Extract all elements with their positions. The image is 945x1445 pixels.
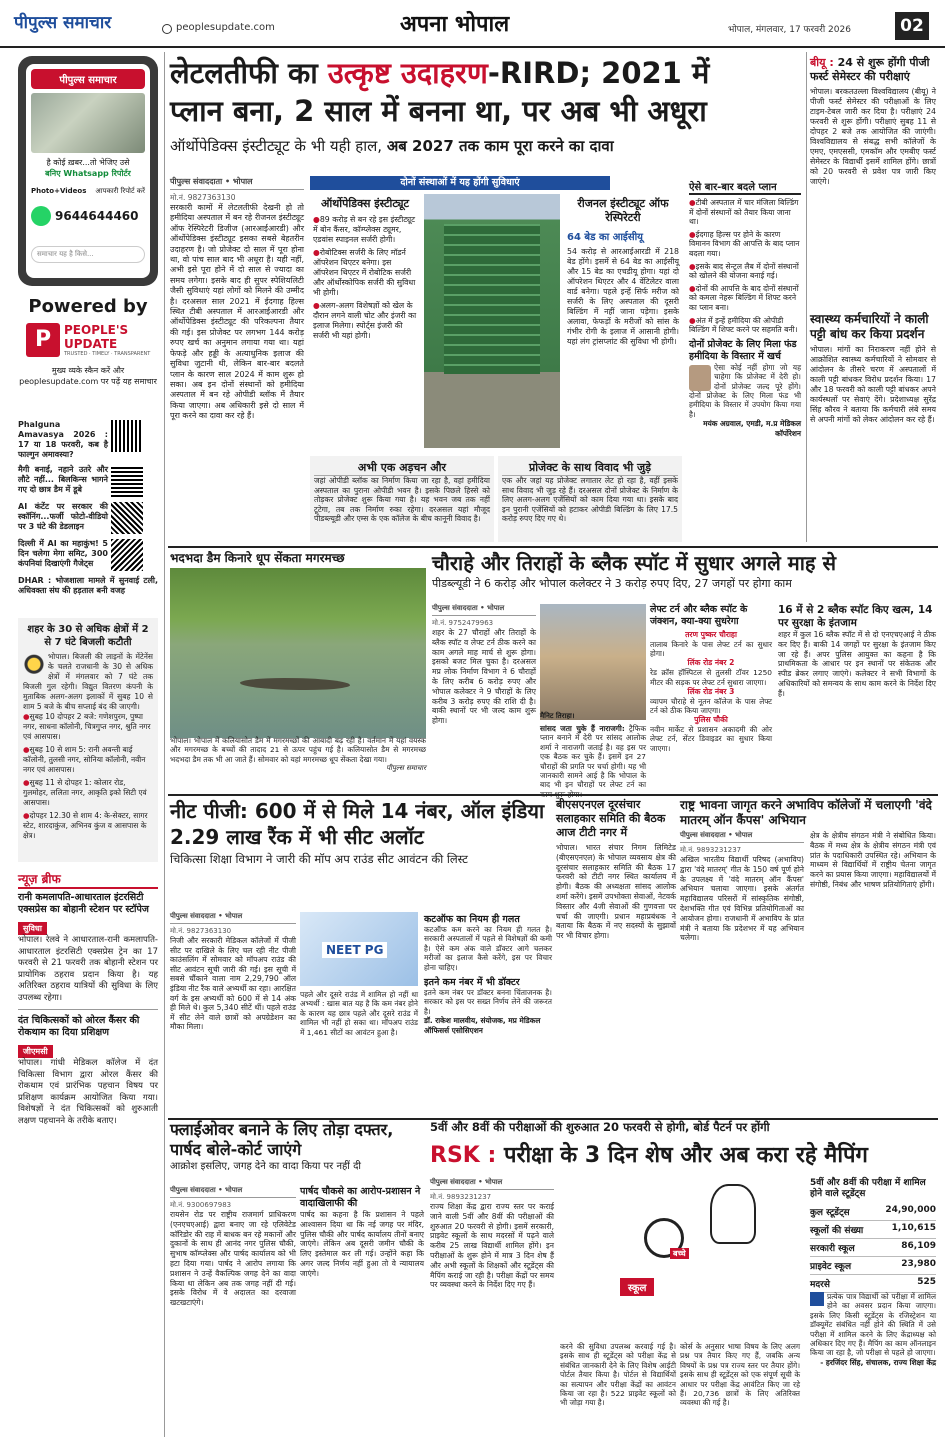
table-row: मदरसे 525 <box>810 1275 936 1293</box>
change-title: ऐसे बार-बार बदले प्लान <box>689 179 801 195</box>
brief-tag: सुविधा <box>18 922 47 935</box>
ortho-item: ● 89 करोड़ से बन रहे इस इंस्टीट्यूट में बोन कैंसर, कॉम्प्लेक्स ट्यूमर, एडवांस स्पाइनल सर्जरी होगी। <box>313 215 417 245</box>
flyover-body: रायसेन रोड पर राष्ट्रीय राजमार्ग प्राधिकरण (एनएचएआई) द्वारा बनाए जा रहे एलिवेटेड कॉरिडोर की राह में बाधक बन रहे मकानों और दुकानों के साथ ही आनंद नगर पुलिस चौकी, सुभाष कॉम्प्लेक्स और पार्षद कार्यालय को भी हटा दिया गया। पार्षद ने आरोप लगाया कि प्रशासन ने उन्हें वैकल्पिक जगह देने का वादा किया था लेकिन अब तक जगह नहीं दी गई। इसके विरोध में वे अदालत का दरवाजा खटखटाएंगे। <box>170 1210 296 1308</box>
mp-body: ट्रैफिक प्लान बनाने में देरी पर सांसद आलोक शर्मा ने नाराजगी जताई है। वह इस पर एक बैठक कर चुके हैं। इसमें इन 27 चौराहों की प्रगति पर चर्चा होगी। यह भी जानकारी सामने आई है कि भोपाल के बाद भी इन चौराहों पर लेफ्ट टर्न का <box>540 724 646 790</box>
brief-headline: रानी कमलापति-आधारताल इंटरसिटी एक्सप्रेस का बोहानी स्टेशन पर स्टॉपेज <box>18 892 149 915</box>
lead-headline-part2: -RIRD; 2021 में <box>487 56 710 90</box>
power-cut-body: भोपाल। बिजली की लाइनों के मेंटेनेंस के चलते राजधानी के 30 से अधिक क्षेत्रों में मंगलवार को 7 घंटे तक बिजली गुल रहेगी। विद्युत वितरण कंपनी के मुताबिक अलग-अलग इलाकों में सुबह 10 से शाम 5 बजे के बीच सप्लाई बंद की जाएगी। <box>23 652 153 711</box>
masthead <box>0 0 945 48</box>
neet-body: निजी और सरकारी मेडिकल कॉलेजों में पीजी सीट पर दाखिले के लिए चल रही नीट पीजी काउंसलिंग में सोमवार को मॉपअप राउंड की सीट आवंटन सूची जारी की गई। इस सूची में सबसे चौंकाने वाला नाम 2,29,790 ऑल इंडिया नीट रैंक वाले अभ्यर्थी का रहा। आरक्षित वर्ग के इस अभ्यर्थी को 600 में से 14 अंक ही मिले थे। कुल 5,340 सीटें थीं। पहले राउंड में सीट लेने वाले छात्रों को अपग्रेडेशन का मौका मिला। <box>170 936 296 1032</box>
junction-text: रेड क्रॉस हॉस्पिटल से तुलसी टॉवर 1250 मीटर की सड़क पर लेफ्ट टर्न सुधारा जाएगा। <box>650 668 772 687</box>
rird-body: 54 करोड़ से आरआईआरडी में 218 बेड होंगे। इसमें से 64 बेड का आईसीयू और 15 बेड का एचडीयू होगा। यहां दो ऑपरेशन थिएटर और 4 वेंटिलेटर वाला वार्ड बनेगा। पहले इन्हें सिर्फ मरीज को सर्जरी के लिए अस्पताल की दूसरी बिल्डिंग में नहीं जाना पड़ेगा। इसके अलावा, फेफड़ों के मरीजों को सांस के गंभीर रोगी के इलाज में आसानी होगी। यहां लंग ट्रांसप्लांट की सुविधा भी होगी। <box>567 247 679 346</box>
mp-title: सांसद जता चुके हैं नाराजगी: <box>540 724 625 733</box>
section-title: अपना भोपाल <box>400 11 510 37</box>
ortho-title: ऑर्थोपेडिक्स इंस्टीट्यूट <box>320 197 410 210</box>
neet-headline <box>170 798 550 908</box>
junction-name: लिंक रोड नंबर 3 <box>687 686 735 696</box>
building-scaffold <box>444 224 540 374</box>
change-item: ● टीबी अस्पताल में चार मंजिला बिल्डिंग में दोनों संस्थानों को तैयार किया जाना था। <box>689 198 801 227</box>
flyover-side <box>300 1186 424 1438</box>
teaser-item[interactable]: DHAR : भोजशाला मामले में सुनवाई टली, अधिवक्ता संघ की हड़ताल बनी वजह <box>18 576 158 595</box>
exam-body: भोपाल। बरकतउल्ला विश्वविद्यालय (बीयू) ने पीजी फर्स्ट सेमेस्टर की परीक्षाओं के लिए टाइम-टेबल जारी कर दिया है। परीक्षाएं 24 फरवरी से शुरू होंगी। परीक्षाएं सुबह 11 से दोपहर 2 बजे तक आयोजित की जाएंगी। विश्वविद्यालय से संबद्ध सभी कॉलेजों के एमए, एमएससी, एमकॉम और एमबीए फर्स्ट सेमेस्टर के विद्यार्थी इसमें शामिल होंगे। छात्रों को 20 फरवरी से प्रवेश पत्र जारी किए जाएंगे। <box>810 87 936 186</box>
exams-mobile: मो.नं. 9893231237 <box>430 1193 492 1201</box>
photo-video-label: Photo+Videos <box>31 187 87 195</box>
exam-headline: 24 से शुरू होंगी पीजी फर्स्ट सेमेस्टर की परीक्षाएं <box>810 56 930 83</box>
neet-byline: पीपुल्स संवाददाता • भोपाल <box>170 912 296 924</box>
flyover-headline <box>170 1120 426 1182</box>
vande-story <box>680 798 936 1114</box>
blackspot-side <box>778 604 936 790</box>
change-box <box>686 176 804 542</box>
vande-byline: पीपुल्स संवाददाता • भोपाल <box>680 831 804 843</box>
blackspot-side-headline: 16 में से 2 ब्लैक स्पॉट किए खत्म, 14 पर सुरक्षा के इंतजाम <box>778 604 933 629</box>
neet-box <box>300 990 418 1114</box>
ortho-item: ● रोबोटिक्स सर्जरी के लिए मॉडर्न ऑपरेशन थिएटर बनेगा। इस ऑपरेशन थिएटर में रोबोटिक सर्जरी और ऑर्थोस्कोपिक सर्जरी की सुविधा भी होगी। <box>313 248 417 298</box>
page-number: 02 <box>895 12 929 40</box>
schedule-item: ● दोपहर 12.30 से शाम 4: के-सेक्टर, सागर स्टेट, शारदाकुंज, अभिनव कुंज व आसपास के क्षेत्र। <box>23 811 153 841</box>
whatsapp-phone[interactable]: 9644644460 <box>55 209 139 223</box>
powered-by-text: मुख्य व्यके स्कैन करें और peoplesupdate.com पर पढ़ें यह समाचार <box>19 366 157 386</box>
lead-body-column <box>170 176 304 540</box>
rsk-headline <box>430 1140 936 1174</box>
junction-title: लेफ्ट टर्न और ब्लैक स्पॉट के जंक्शन, क्या-क्या सुधरेगा <box>650 604 748 627</box>
qr-code-icon[interactable] <box>111 539 143 571</box>
teaser-item[interactable]: दिल्ली में AI का महाकुंभ! 5 दिन चलेगा मेगा समिट, 300 कंपनियां दिखाएंगी गैजेट्स <box>18 539 158 571</box>
doctor-name: डॉ. राकेश मालवीय, संयोजक, मप्र मेडिकल ऑफिसर्स एसोसिएशन <box>424 1016 541 1036</box>
neet-body-column <box>170 912 296 1114</box>
powered-by <box>18 296 158 416</box>
rird-title: रीजनल इंस्टीट्यूट ऑफ रेस्पिरेटरी <box>577 197 669 224</box>
vande-body: अखिल भारतीय विद्यार्थी परिषद (अभाविप) द्वारा 'वंदे मातरम्' गीत के 150 वर्ष पूर्ण होने के उपलक्ष्य में 'वंदे मातरम् ऑन कैंपस' अभियान चलाया जाएगा। इसके अंतर्गत महाविद्यालय परिसरों में सांस्कृतिक संगोष्ठी, देशभक्ति गीत एवं विभिन्न प्रतियोगिताओं का आयोजन होगा। राजधानी में अभाविप के प्रांत मंत्री ने बताया कि प्रदेशभर में यह अभियान चलेगा। <box>680 855 804 943</box>
rsk-tag: RSK : <box>430 1143 497 1168</box>
neet-cutoff <box>424 912 552 1114</box>
exams-quote-name: - हरजिंदर सिंह, संचालक, राज्य शिक्षा केंद्र <box>820 1357 936 1367</box>
neet-mobile: मो.नं. 9827363130 <box>170 927 232 935</box>
exams-body-3: कोर्स के अनुसार भाषा विषय के लिए अलग प्रश्न पत्र तैयार किए गए हैं, जबकि अन्य विषयों के प्रश्न पत्र राज्य स्तर पर तैयार होंगे। इसके साथ ही स्टूडेंट्स को एक संपूर्ण सूची के आधार पर परीक्षा केंद्र आवंटित किए जा रहे हैं। 20,736 छात्रों के लिए अतिरिक्त व्यवस्था की गई है। <box>680 1342 800 1408</box>
problem-box <box>310 456 494 542</box>
table-row: प्राइवेट स्कूल 23,980 <box>810 1257 936 1275</box>
lead-subhead-part1: ऑर्थोपेडिक्स इंस्टीट्यूट के भी यही हाल, <box>170 137 387 155</box>
crocodile-title: भदभदा डैम किनारे धूप सेंकता मगरमच्छ <box>170 551 345 565</box>
exams-body-column <box>430 1178 554 1438</box>
exams-body: राज्य शिक्षा केंद्र द्वारा राज्य स्तर पर कराई जाने वाली 5वीं और 8वीं की परीक्षाओं की शुरुआत 20 फरवरी से होगी। इसमें सरकारी, प्राइवेट स्कूलों के साथ मदरसों में पढ़ने वाले करीब 25 लाख विद्यार्थी शामिल होंगे। इन परीक्षाओं के शुरू होने में मात्र 3 दिन शेष हैं और अभी स्कूलों के शिक्षकों और स्टूडेंट्स की मैपिंग कराई जा रही है। परीक्षा केंद्रों पर समय पर व्यवस्था करने के निर्देश दिए गए हैं। <box>430 1202 554 1290</box>
exams-byline: पीपुल्स संवाददाता • भोपाल <box>430 1178 554 1190</box>
whatsapp-ad[interactable] <box>18 56 158 286</box>
exams-quote <box>810 1292 936 1438</box>
problem-body: जहां ओपीडी ब्लॉक का निर्माण किया जा रहा है, वहां हमीदिया अस्पताल का पुराना ओपीडी भवन है। इसके पिछले हिस्से को तोड़कर प्रोजेक्ट शुरू किया गया है। यह भवन जब तक नहीं टूटेगा, तब तक निर्माण रुका रहेगा। दरअसल यहां मौजूद पीडब्ल्यूडी और एम्स के एक कॉलेज के बीच कानूनी विवाद है। <box>314 476 490 524</box>
bsnl-headline: बीएसएनएल दूरसंचार सलाहकार समिति की बैठक आज टीटी नगर में <box>556 798 666 839</box>
whatsapp-text2: बनिए Whatsapp रिपोर्टर <box>45 169 131 178</box>
flyover-mobile: मो.नं. 9300697983 <box>170 1201 232 1209</box>
change-item: ● ईदगाह हिल्स पर होने के कारण विमानन विभाग की आपत्ति के बाद प्लान बदला गया। <box>689 230 801 259</box>
lead-headline <box>170 54 800 172</box>
crocodile-figure <box>240 678 350 690</box>
logo-mark-icon: P <box>26 323 60 357</box>
rird-box <box>564 194 682 452</box>
bsnl-story <box>556 798 676 1114</box>
logo-tagline: TRUSTED · TIMELY · TRANSPARENT <box>64 351 151 357</box>
change-item: ● दोनों की आपत्ति के बाद दोनों संस्थानों को कमला नेहरू बिल्डिंग में शिफ्ट करने का प्लान बना। <box>689 284 801 313</box>
logo-line1: PEOPLE'S <box>64 323 129 337</box>
problem-title: अभी एक अड़चन और <box>314 460 490 476</box>
bulb-icon <box>23 653 45 681</box>
flyover-side-body: पार्षद का कहना है कि प्रशासन ने पहले आश्वासन दिया था कि नई जगह पर मंदिर, पुलिस चौकी और पार्षद कार्यालय तीनों बनाए जाएंगे। लेकिन अब दूसरी जमीन चौकी के लिए इस्तेमाल कर ली गई। उन्होंने कहा कि अगर जल्द निर्णय नहीं हुआ तो वे न्यायालय जाएंगे। <box>300 1210 424 1278</box>
teaser-item[interactable]: मैगी बनाई, नहाने उतरे और लौटे नहीं... बिलकिन्स भागने गए दो छात्र डैम में डूबे <box>18 465 158 497</box>
brief-headline-2: दंत चिकित्सकों को ओरल कैंसर की रोकथाम का दिया प्रशिक्षण <box>18 1015 140 1038</box>
blackspot-photo-caption: मैनिट तिराहा। <box>540 712 575 720</box>
vande-headline: राष्ट्र भावना जागृत करने अभाविप कॉलेजों में चलाएगी 'वंदे मातरम् ऑन कैंपस' अभियान <box>680 798 932 827</box>
lead-headline-part1: लेटलतीफी का <box>170 56 328 90</box>
doctor-body: इतने कम नंबर पर डॉक्टर बनना चिंताजनक है। सरकार को इस पर सख्त निर्णय लेने की जरूरत है। <box>424 988 552 1016</box>
construction-photo <box>424 194 560 448</box>
power-cut-box <box>18 618 158 862</box>
left-teasers <box>18 420 158 612</box>
junction-text: व्यापम चौराहे से नूतन कॉलेज के पास लेफ्ट टर्न को ठीक किया जाएगा। <box>650 696 772 716</box>
exams-quote-text: प्रत्येक पात्र विद्यार्थी को परीक्षा में शामिल होने का अवसर प्रदान किया जाएगा। इसके लिए किसी स्टूडेंट्स के रजिस्ट्रेशन या डॉक्यूमेंट संबंधित नहीं होने की स्थिति में उसे परीक्षा में शामिल करने के लिए केंद्राध्यक्ष को अधिकार दिए गए हैं। मैपिंग का काम ऑनलाइन किया जा रहा है, जो परीक्षा से पहले हो जाएगा। <box>810 1292 936 1358</box>
neet-image-label: NEET PG <box>322 942 387 958</box>
facility-banner: दोनों संस्थाओं में यह होंगी सुविधाएं <box>310 176 610 190</box>
quote-avatar <box>689 365 711 391</box>
blackspot-title: चौराहे और तिराहों के ब्लैक स्पॉट में सुधार अगले माह से <box>432 551 837 575</box>
blackspot-headline <box>432 550 936 602</box>
ortho-item: ● अलग-अलग विशेषज्ञों को खेल के दौरान लगने वाली चोट और इंजरी का इलाज मिलेगा। स्पोर्ट्स इंजरी की सर्जरी भी यहां होगी। <box>313 301 417 341</box>
whatsapp-brand: पीपुल्स समाचार <box>31 69 145 89</box>
logo-line2: UPDATE <box>64 337 118 351</box>
neet-image <box>300 912 418 986</box>
table-row: कुल स्टूडेंट्स 24,90,000 <box>810 1203 936 1221</box>
dispute-title: प्रोजेक्ट के साथ विवाद भी जुड़े <box>502 460 678 476</box>
lead-headline-line2: प्लान बना, 2 साल में बनना था, पर अब भी अधूरा <box>170 94 707 128</box>
ortho-box <box>310 194 420 452</box>
brief-body-2: भोपाल। गांधी मेडिकल कॉलेज में दंत चिकित्सा विभाग द्वारा ओरल कैंसर की रोकथाम एवं प्रारंभिक पहचान विषय पर प्रशिक्षण कार्यक्रम आयोजित किया गया। विशेषज्ञों ने दंत चिकित्सकों को शुरुआती लक्षण पहचानने के तरीके बताए। <box>18 1058 158 1126</box>
table-row: सरकारी स्कूल 86,109 <box>810 1239 936 1257</box>
junction-name: तरण पुष्कर चौराहा <box>685 630 737 639</box>
vande-body-2: क्षेत्र के क्षेत्रीय संगठन मंत्री ने संबोधित किया। बैठक में मध्य क्षेत्र के क्षेत्रीय संगठन मंत्री एवं प्रांत के पदाधिकारी उपस्थित रहे। अभियान के माध्यम से विद्यार्थियों में राष्ट्रीय चेतना जागृत करने का प्रयास किया जाएगा। महाविद्यालयों में संगोष्ठी, निबंध और भाषण प्रतियोगिताएं होंगी। <box>810 831 936 889</box>
whatsapp-image <box>31 93 145 153</box>
mp-box <box>540 724 646 790</box>
teaser-item[interactable]: AI कंटेंट पर सरकार की स्कॉनिंग...फर्जी फोटो-वीडियो पर 3 घंटे की डेडलाइन <box>18 502 158 534</box>
whatsapp-icon <box>31 206 51 226</box>
lead-mobile: मो.नं. 9827363130 <box>170 193 236 202</box>
exams-body-2: करने की सुविधा उपलब्ध करवाई गई है। इसके साथ ही स्टूडेंट्स को परीक्षा केंद्र से संबंधित जानकारी देने के लिए विशेष आईटी पोर्टल तैयार किया है। पोर्टल से विद्यार्थियों का सत्यापन और परीक्षा केंद्रों का आवंटन किया जा रहा है। 522 प्राइवेट स्कूलों को भी जोड़ा गया है। <box>560 1342 676 1408</box>
lead-subhead-part2: अब 2027 तक काम पूरा करने का दावा <box>386 137 614 155</box>
exams-banner: 5वीं और 8वीं की परीक्षाओं की शुरुआत 20 फरवरी से होगी, बोर्ड पैटर्न पर होंगी <box>430 1120 770 1134</box>
globe-icon <box>162 24 172 34</box>
flyover-side-title: पार्षद चौकसे का आरोप-प्रशासन ने वादाखिलाफी की <box>300 1186 421 1209</box>
blackspot-photo <box>540 604 646 720</box>
qr-code-icon[interactable] <box>111 465 143 497</box>
doctor-title: इतने कम नंबर में भी डॉक्टर <box>424 977 520 989</box>
qr-code-icon[interactable] <box>111 502 143 534</box>
blackspot-subhead: पीडब्ल्यूडी ने 6 करोड़ और भोपाल कलेक्टर ने 3 करोड़ रुपए दिए, 27 जगहों पर होगा काम <box>432 577 792 590</box>
health-headline: स्वास्थ्य कर्मचारियों ने काली पट्टी बांध कर किया प्रदर्शन <box>810 312 929 341</box>
health-body: भोपाल। मांगों का निराकरण नहीं होने से आक्रोशित स्वास्थ्य कर्मचारियों ने सोमवार से आंदोलन के तीसरे चरण में अस्पतालों में काली पट्टी बांधकर विरोध प्रदर्शन किया। 17 और 18 फरवरी को काली पट्टी बांधकर अपने कार्यस्थलों पर सेवाएं देंगे। प्रदेशाध्यक्ष सुरेंद्र सिंह कौरव ने बताया कि कर्मचारी लंबे समय से अपनी मांगों को लेकर आंदोलन कर रहे हैं। <box>810 345 936 424</box>
schedule-item: ● सुबह 10 से शाम 5: रानी अवन्ती बाई कॉलोनी, तुलसी नगर, सोनिया कॉलोनी, नवीन नगर एवं आसपास। <box>23 745 153 775</box>
neet-subhead: चिकित्सा शिक्षा विभाग ने जारी की मॉप अप राउंड सीट आवंटन की लिस्ट <box>170 852 468 866</box>
flyover-title: फ्लाईओवर बनाने के लिए तोड़ा दफ्तर, पार्षद बोले-कोर्ट जाएंगे <box>170 1120 394 1159</box>
news-brief <box>18 870 158 1436</box>
news-brief-title: न्यूज़ ब्रीफ <box>18 870 158 889</box>
person-figure <box>710 1184 756 1244</box>
change-item: ● अंत में इन्हें हमीदिया की ओपीडी बिल्डिंग में शिफ्ट करने पर सहमति बनी। <box>689 316 801 335</box>
lead-byline: पीपुल्स संवाददाता • भोपाल <box>170 176 304 190</box>
crocodile-credit: पीपुल्स समाचार <box>386 764 426 773</box>
teaser-item[interactable]: Phalguna Amavasya 2026 : 17 या 18 फरवरी, कब है फाल्गुन अमावस्या? <box>18 420 158 460</box>
exam-teaser <box>810 56 936 306</box>
dispute-box <box>498 456 682 542</box>
website-link[interactable]: peoplesupdate.com <box>176 22 275 33</box>
vande-mobile: मो.नं. 9893231237 <box>680 846 742 854</box>
quote-icon <box>810 1292 824 1306</box>
quote-body: ऐसा कोई नहीं होगा जो यह चाहेगा कि प्रोजेक्ट में देरी हो। दोनों प्रोजेक्ट जल्द पूरे होंगे। दोनों प्रोजेक्ट के लिए मिला फंड भी हमीदिया के विस्तार में उपयोग किया गया है। <box>689 362 801 419</box>
junction-name: पुलिस चौकी <box>694 715 728 725</box>
crocodile-caption: भोपाल। भोपाल में कलियासोत डैम में मगरमच्छों की आबादी बढ़ रही है। वर्तमान में यहां वयस्क और मगरमच्छ के बच्चों की तादाद 21 से ऊपर पहुंच गई है। कलियासोत डैम से मगरमच्छ भदभदा डैम तक भी आ जाते हैं। सोमवार को यहां मगरमच्छ धूप सेंकता देखा गया। <box>170 736 426 764</box>
quote-name: मयंक अग्रवाल, एमडी, म.प्र मेडिकल कॉर्पोरेशन <box>703 419 801 439</box>
cutoff-title: कटऑफ का नियम ही गलत <box>424 914 520 925</box>
lead-body: सरकारी कामों में लेटलतीफी देखनी हो तो हमीदिया अस्पताल में बन रहे रीजनल इंस्टीट्यूट ऑफ रेस्पिरेटरी डिजीज (आरआईआरडी) और ऑर्थोपेडिक्स इंस्टीट्यूट इसका सबसे बेहतरीन उदाहरण है। जो प्रोजेक्ट दो साल में पूरा होना था, वो पांच साल बाद भी अधूरा है। यही नहीं, अभी इसे पूरा होने में दो साल से ज्यादा का समय लगेगा। इसके बाद ही सुपर स्पेशियलिटी जैसी सुविधाएं यहां लोगों को मिलने की उम्मीद है। दरअसल साल 2021 में ईदगाह हिल्स स्थित टीबी अस्पताल में आरआईआरडी और ऑर्थोपेडिक्स इंस्टीट्यूट की परिकल्पना तैयार की गई। इस प्रोजेक्ट पर लगभग 144 करोड़ रुपए खर्च का अनुमान लगाया गया था। यहां फेफड़े और हड्डी के अत्याधुनिक इलाज की सुविधा जुटानी थी, लेकिन बार-बार बदलते प्लान के कारण साल 2024 में काम शुरू हो सका। अब इन दोनों संस्थानों को हमीदिया अस्पताल में बन रहे ओपीडी ब्लॉक में तैयार किया जाएगा। अब अधिकारी इसे दो साल में पूरा करने का दावा कर रहे हैं। <box>170 203 304 421</box>
qr-code-icon[interactable] <box>111 420 143 452</box>
blackspot-body: शहर के 27 चौराहों और तिराहों के ब्लैक स्पॉट व लेफ्ट टर्न ठीक करने का काम अगले माह मार्च से शुरू होगा। इसको बजट मिल चुका है। दरअसल मप्र लोक निर्माण विभाग ने 6 चौराहों के लिए करीब 6 करोड़ रुपए और भोपाल कलेक्टर ने 9 चौराहों के लिए करीब 3 करोड़ रुपए की राशि दी है। बाकी स्थानों पर भी जल्द काम शुरू होगा। <box>432 628 536 726</box>
cutoff-body: कटऑफ कम करने का नियम ही गलत है। सरकारी अस्पतालों में पहले से विशेषज्ञों की कमी है। ऐसे कम अंक वाले डॉक्टर आगे चलकर मरीजों का इलाज कैसे करेंगे, इस पर विचार होना चाहिए। <box>424 925 552 972</box>
crocodile-caption-box <box>170 736 426 788</box>
bsnl-body: भोपाल। भारत संचार निगम लिमिटेड (बीएसएनएल) के भोपाल व्यवसाय क्षेत्र की दूरसंचार सलाहकार समिति की बैठक 17 फरवरी को टीटी नगर स्थित कार्यालय में होगी। बैठक की अध्यक्षता सांसद आलोक शर्मा करेंगे। इसमें उपभोक्ता सेवाओं, नेटवर्क विस्तार और 4जी सेवाओं की गुणवत्ता पर चर्चा की जाएगी। प्रधान महाप्रबंधक ने बताया कि बैठक में नए सदस्यों के सुझावों पर भी विचार होगा। <box>556 843 676 941</box>
blackspot-body-column <box>432 604 536 790</box>
flyover-byline: पीपुल्स संवाददाता • भोपाल <box>170 1186 296 1198</box>
table-row: स्कूलों की संख्या 1,10,615 <box>810 1221 936 1239</box>
student-table <box>810 1178 936 1288</box>
brief-body: भोपाल। रेलवे ने आधारताल-रानी कमलापति-आधारताल इंटरसिटी एक्सप्रेस ट्रेन का 17 फरवरी से 21 फरवरी तक बोहानी स्टेशन पर प्रायोगिक ठहराव प्रदान किया है। यह अतिरिक्त ठहराव यात्रियों की सुविधा के लिए उपलब्ध रहेगा। <box>18 935 158 1003</box>
neet-box-text: पहले और दूसरे राउंड में शामिल हो नहीं था अभ्यर्थी : खास बात यह है कि कम नंबर होने के कारण यह छात्र पहले और दूसरे राउंड में शामिल भी नहीं हो सका था। मॉपअप राउंड में 1,461 सीटों का आवंटन हुआ है। <box>300 990 418 1037</box>
whatsapp-text1: है कोई ख़बर...तो भेजिए उसे <box>46 158 130 167</box>
junction-text: नवीन मार्केट से प्रशासन अकादमी की ओर लेफ्ट टर्न, सेंटर डिवाइडर का सुधार किया जाएगा। <box>650 725 772 753</box>
children-label: बच्चे <box>670 1248 689 1259</box>
exam-tag: बीयू : <box>810 56 834 69</box>
schedule-item: ● सुबह 10 दोपहर 2 बजे: गणेशपुरम, पुष्पा नगर, साधना कॉलोनी, चित्रगुप्त नगर, श्रुति नगर एवं आसपास। <box>23 712 153 742</box>
junction-text: तालाब किनारे के पास लेफ्ट टर्न का सुधार होगा। <box>650 640 772 659</box>
change-item: ● इसके बाद सेन्ट्रल लैब में दोनों संस्थानों को खोलने की योजना बनाई गई। <box>689 262 801 281</box>
quote-title: दोनों प्रोजेक्ट के लिए मिला फंड हमीदिया के विस्तार में खर्च <box>689 338 797 362</box>
junction-name: लिंक रोड नंबर 2 <box>687 658 735 668</box>
school-sign: स्कूल <box>620 1278 654 1296</box>
report-label: आपकारी रिपोर्ट करें <box>95 187 145 195</box>
message-input[interactable]: समाचार यह है किसे... <box>31 246 145 263</box>
date-line: भोपाल, मंगलवार, 17 फरवरी 2026 <box>728 25 851 35</box>
power-cut-headline: शहर के 30 से अधिक क्षेत्रों में 2 से 7 घंटे बिजली कटौती <box>27 624 149 648</box>
junction-box <box>650 604 772 790</box>
flyover-subhead: आक्रोश इसलिए, जगह देने का वादा किया पर नहीं दी <box>170 1161 361 1172</box>
schedule-item: ● सुबह 11 से दोपहर 1: कोलार रोड, गुलमोहर, ललिता नगर, आकृति इको सिटी एवं आसपास। <box>23 778 153 808</box>
powered-by-label: Powered by <box>28 296 148 317</box>
rird-subtitle: 64 बेड का आईसीयू <box>567 232 643 243</box>
lead-headline-highlight: उत्कृष्ट उदाहरण <box>327 56 488 90</box>
neet-title: नीट पीजी: 600 में से मिले 14 नंबर, ऑल इंडिया 2.29 लाख रैंक में भी सीट अलॉट <box>170 799 545 849</box>
crocodile-photo <box>170 568 426 738</box>
health-protest <box>810 312 936 542</box>
paper-name: पीपुल्स समाचार <box>14 13 112 33</box>
crocodile-story <box>170 550 426 764</box>
exams-illustration <box>560 1178 800 1338</box>
flyover-body-column <box>170 1186 296 1438</box>
blackspot-mobile: मो.नं. 9752479963 <box>432 619 494 627</box>
rsk-title: परीक्षा के 3 दिन शेष और अब करा रहे मैपिंग <box>503 1143 868 1168</box>
brief-tag-2: जीएमसी <box>18 1045 53 1058</box>
dispute-body: एक और जहां यह प्रोजेक्ट लगातार लेट हो रहा है, वहीं इसके साथ विवाद भी जुड़ रहे हैं। दरअसल दोनों प्रोजेक्ट के निर्माण के लिए अलग-अलग एजेंसियों को काम दिया गया था। इसके बाद इन पुरानी एजेंसियों को हटाकर ओपीडी बिल्डिंग के लिए 17.5 करोड़ रुपए दिए गए थे। <box>502 476 678 524</box>
blackspot-side-body: शहर में कुल 16 ब्लैक स्पॉट में से दो एनएचएआई ने ठीक कर दिए हैं। बाकी 14 जगहों पर सुरक्षा के इंतजाम किए जा रहे हैं। अपर पुलिस आयुक्त का कहना है कि प्राथमिकता के आधार पर इन स्थानों पर संकेतक और स्पीड ब्रेकर लगाए जाएंगे। कलेक्टर ने सभी विभागों के अधिकारियों को समन्वय के साथ काम करने के निर्देश दिए हैं। <box>778 630 936 698</box>
blackspot-byline: पीपुल्स संवाददाता • भोपाल <box>432 604 536 616</box>
peoples-update-logo[interactable] <box>18 323 158 357</box>
student-table-title: 5वीं और 8वीं की परीक्षा में शामिल होने वाले स्टूडेंट्स <box>810 1178 926 1199</box>
